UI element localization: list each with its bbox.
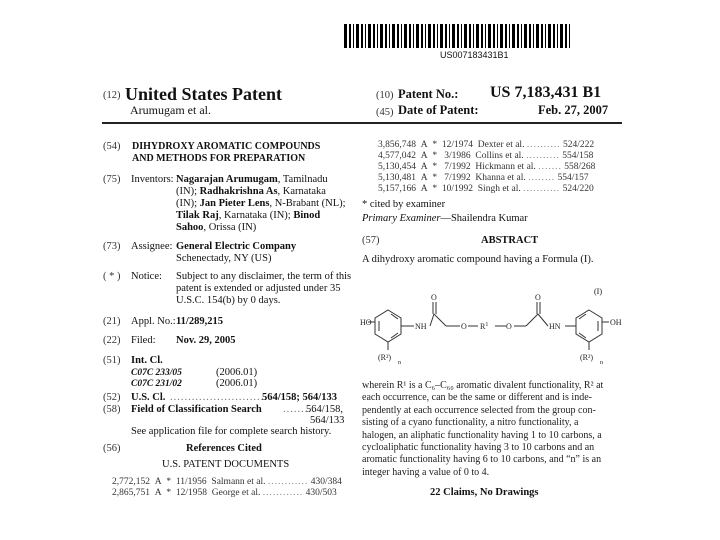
barcode-bar <box>569 24 570 48</box>
barcode-bar <box>401 24 402 48</box>
barcode-bar <box>545 24 546 48</box>
barcode-bar <box>473 24 474 48</box>
barcode-bar <box>356 24 359 48</box>
assignee-name: General Electric Company <box>176 241 297 252</box>
barcode-bar <box>452 24 455 48</box>
barcode-bar <box>457 24 459 48</box>
us-cl-label: U.S. Cl. <box>131 392 166 403</box>
right-reference-row: 5,130,481 A * 7/1992 Khanna et al. ........ 554/157 <box>378 173 589 183</box>
r2-left-label: (R²) <box>378 353 392 362</box>
abstract-title: ABSTRACT <box>481 235 539 246</box>
assignee-location: Schenectady, NY (US) <box>176 253 272 264</box>
header-rule <box>102 122 622 124</box>
references-cited-label: References Cited <box>186 443 262 454</box>
notice-label: Notice: <box>131 271 162 282</box>
barcode-bar <box>469 24 471 48</box>
primary-examiner: Primary Examiner—Shailendra Kumar <box>362 213 528 224</box>
int-cl-class-2: C07C 231/02 <box>131 379 182 389</box>
inventors-line-1: Nagarajan Arumugam, Tamilnadu <box>176 174 328 185</box>
barcode-bar <box>521 24 522 48</box>
right-reference-row: 3,856,748 A * 12/1974 Dexter et al. .......... 524/222 <box>378 140 595 150</box>
barcode <box>344 24 574 48</box>
ether-o-left-label: O <box>461 322 467 331</box>
barcode-bar <box>476 24 479 48</box>
hydroxyl-right-label: OH <box>610 318 622 327</box>
code-73: (73) <box>103 241 121 252</box>
nh-left-label: NH <box>415 322 427 331</box>
patent-no-label: Patent No.: <box>398 87 459 101</box>
us-cl-leader: ........................... <box>170 392 268 403</box>
barcode-bar <box>368 24 371 48</box>
patent-title: United States Patent <box>125 84 282 104</box>
code-45: (45) <box>376 107 394 118</box>
carbonyl-o-left-label: O <box>431 293 437 302</box>
barcode-bar <box>565 24 567 48</box>
code-12: (12) <box>103 90 121 101</box>
barcode-bar <box>425 24 426 48</box>
barcode-bar <box>437 24 438 48</box>
barcode-bar <box>560 24 563 48</box>
notice-line-3: U.S.C. 154(b) by 0 days. <box>176 295 281 306</box>
formula-label: (I) <box>594 287 602 296</box>
inventors-label: Inventors: <box>131 174 174 185</box>
chemical-structure <box>360 292 622 372</box>
field-search-label: Field of Classification Search <box>131 404 262 415</box>
filed-label: Filed: <box>131 335 156 346</box>
r2-right-label: (R²) <box>580 353 594 362</box>
barcode-bar <box>505 24 507 48</box>
date-label: Date of Patent: <box>398 103 479 117</box>
field-search-value-1: 564/158, <box>306 404 344 415</box>
abstract-line: sisting of a cyano functionality, a nitro functionality, a <box>362 417 579 429</box>
barcode-bar <box>517 24 519 48</box>
r1-label: $R^1$ <box>480 322 489 331</box>
filed-value: Nov. 29, 2005 <box>176 335 236 346</box>
code-10: (10) <box>376 90 394 101</box>
patent-number: US 7,183,431 B1 <box>490 84 602 101</box>
field-search-value-2: 564/133 <box>310 415 345 426</box>
patent-date: Feb. 27, 2007 <box>538 103 609 117</box>
barcode-bar <box>440 24 443 48</box>
hydroxyl-left-label: HO <box>360 318 372 327</box>
field-search-note: See application file for complete search history. <box>131 426 332 437</box>
barcode-bar <box>449 24 450 48</box>
n-left-label: n <box>398 360 401 366</box>
barcode-bar <box>536 24 539 48</box>
code-54: (54) <box>103 141 121 152</box>
int-cl-class-1: C07C 233/05 <box>131 368 182 378</box>
barcode-bar <box>529 24 531 48</box>
code-56: (56) <box>103 443 121 454</box>
right-reference-row: 4,577,042 A * 3/1986 Collins et al. .......... 554/158 <box>378 151 594 161</box>
barcode-bar <box>512 24 515 48</box>
int-cl-version-1: (2006.01) <box>216 367 258 378</box>
code-58: (58) <box>103 404 121 415</box>
abstract-line: aromatic functionality having 6 to 10 carbons, and “n” is an <box>362 454 602 466</box>
inventor-line: Arumugam et al. <box>130 103 211 117</box>
left-reference-row: 2,865,751 A * 12/1958 George et al. ............ 430/503 <box>112 488 337 498</box>
barcode-bar <box>524 24 527 48</box>
barcode-bar <box>385 24 387 48</box>
barcode-bar <box>481 24 483 48</box>
notice-line-1: Subject to any disclaimer, the term of this <box>176 271 352 282</box>
barcode-bar <box>392 24 395 48</box>
barcode-bar <box>493 24 495 48</box>
inventors-line-5: Sahoo, Orissa (IN) <box>176 222 257 233</box>
barcode-bar <box>389 24 390 48</box>
ether-o-right-label: O <box>506 322 512 331</box>
barcode-bar <box>509 24 510 48</box>
appl-no-label: Appl. No.: <box>131 316 176 327</box>
code-75: (75) <box>103 174 121 185</box>
barcode-bar <box>404 24 407 48</box>
barcode-bar <box>397 24 399 48</box>
abstract-line: cycloaliphatic functionality having 3 to 10 carbons and an <box>362 442 595 454</box>
barcode-bar <box>344 24 347 48</box>
barcode-bar <box>361 24 363 48</box>
appl-no-value: 11/289,215 <box>176 316 223 327</box>
barcode-bar <box>373 24 375 48</box>
notice-line-2: patent is extended or adjusted under 35 <box>176 283 341 294</box>
right-reference-row: 5,157,166 A * 10/1992 Singh et al. ........... 524/220 <box>378 184 594 194</box>
code-22: (22) <box>103 335 121 346</box>
barcode-bar <box>488 24 491 48</box>
code-21: (21) <box>103 316 121 327</box>
barcode-bar <box>541 24 543 48</box>
n-right-label: n <box>600 360 603 366</box>
barcode-bar <box>349 24 351 48</box>
right-reference-row: 5,130,454 A * 7/1992 Hickmann et al. ....... 558/268 <box>378 162 596 172</box>
barcode-bar <box>416 24 419 48</box>
barcode-bar <box>500 24 503 48</box>
barcode-bar <box>464 24 467 48</box>
inventors-line-3: (IN); Jan Pieter Lens, N-Brabant (NL); <box>176 198 346 209</box>
abstract-line: wherein R¹ is a C₆–C₆₀ aromatic divalent functionality, R² at <box>362 380 604 391</box>
barcode-bar <box>421 24 423 48</box>
inventors-line-4: Tilak Raj, Karnataka (IN); Binod <box>176 210 321 221</box>
abstract-line: integer having a value of 0 to 4. <box>362 466 490 478</box>
barcode-bar <box>380 24 383 48</box>
abstract-body <box>362 380 617 479</box>
claims-count: 22 Claims, No Drawings <box>430 487 539 498</box>
int-cl-version-2: (2006.01) <box>216 378 258 389</box>
barcode-bar <box>533 24 534 48</box>
code-52: (52) <box>103 392 121 403</box>
title-line-2: AND METHODS FOR PREPARATION <box>132 153 306 164</box>
abstract-line: each occurrence, can be the same or different and is inde- <box>362 392 592 404</box>
abstract-line: pendently at each occurrence selected from the group con- <box>362 404 596 416</box>
inventors-line-2: (IN); Radhakrishna As, Karnataka <box>176 186 326 197</box>
barcode-bar <box>365 24 366 48</box>
cited-by-examiner: * cited by examiner <box>362 199 446 210</box>
barcode-bar <box>377 24 378 48</box>
abstract-intro: A dihydroxy aromatic compound having a Formula (I). <box>362 254 594 265</box>
carbonyl-o-right-label: O <box>535 293 541 302</box>
barcode-number: US007183431B1 <box>440 50 509 60</box>
left-reference-row: 2,772,152 A * 11/1956 Salmann et al. ............ 430/384 <box>112 477 342 487</box>
barcode-bar <box>413 24 414 48</box>
barcode-bar <box>553 24 555 48</box>
field-search-leader: ......... <box>283 404 316 415</box>
code-51: (51) <box>103 355 121 366</box>
barcode-bar <box>409 24 411 48</box>
barcode-bar <box>461 24 462 48</box>
abstract-line: halogen, an aliphatic functionality having 1 to 10 carbons, a <box>362 429 602 441</box>
barcode-bar <box>445 24 447 48</box>
barcode-bar <box>497 24 498 48</box>
assignee-label: Assignee: <box>131 241 173 252</box>
barcode-bar <box>548 24 551 48</box>
title-line-1: DIHYDROXY AROMATIC COMPOUNDS <box>132 141 321 152</box>
barcode-bar <box>433 24 435 48</box>
code-57: (57) <box>362 235 380 246</box>
code-notice: ( * ) <box>103 271 121 282</box>
barcode-bar <box>557 24 558 48</box>
barcode-bar <box>353 24 354 48</box>
us-cl-value: 564/158; 564/133 <box>262 392 337 403</box>
int-cl-label: Int. Cl. <box>131 355 163 366</box>
barcode-bar <box>485 24 486 48</box>
us-patent-documents-label: U.S. PATENT DOCUMENTS <box>162 459 290 470</box>
barcode-bar <box>428 24 431 48</box>
nh-right-label: HN <box>549 322 561 331</box>
